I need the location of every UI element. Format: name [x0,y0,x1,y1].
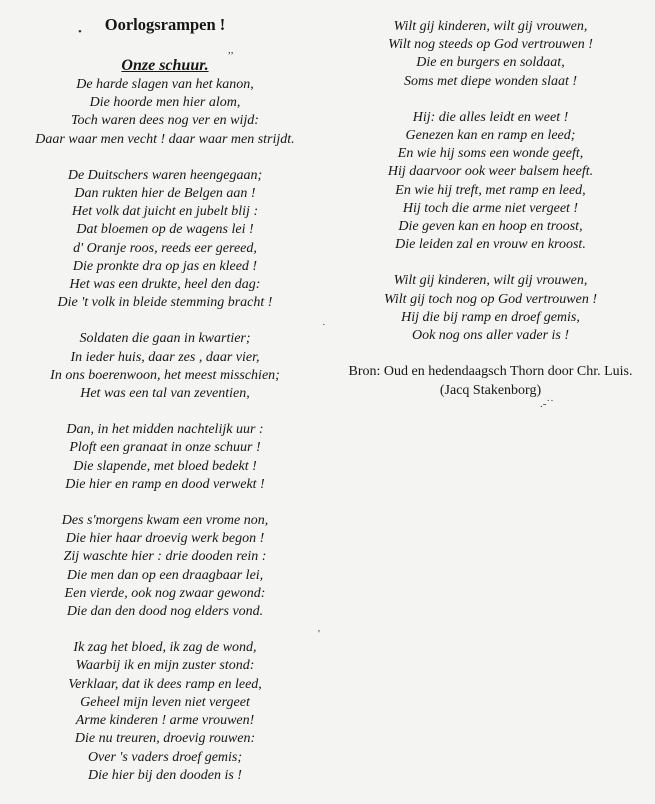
stanza [0,421,330,494]
poem-line: Soms met diepe wonden slaat ! [403,73,578,89]
poem-line: Dat bloemen op de wagens lei ! [76,222,254,238]
poem-line: Die en burgers en soldaat, [416,55,565,71]
poem-line: Die men dan op een draagbaar lei, [66,567,264,583]
poem-line: Ik zag het bloed, ik zag de wond, [73,640,257,656]
stanza [0,76,330,149]
poem-line: De Duitschers waren heengegaan; [67,167,263,183]
scan-speck: .-˙˙ [540,398,554,410]
poem-line: En wie hij soms een wonde geeft, [397,146,584,162]
right-stanzas [318,18,655,345]
left-column [0,14,330,785]
poem-line: Die hier haar droevig werk begon ! [65,531,265,547]
poem-line: De harde slagen van het kanon, [76,77,254,92]
poem-line: Die hier bij den dooden is ! [88,767,242,783]
stanza [0,167,330,313]
poem-line: Dan, in het midden nachtelijk uur : [66,422,264,438]
poem-line: Daar waar men vecht ! daar waar men strijdt. [35,131,295,147]
stanza [0,330,330,403]
poem-line: Wilt gij kinderen, wilt gij vrouwen, [393,19,588,34]
poem-line: Die dan den dood nog elders vond. [66,604,264,620]
poem-line: Wilt nog steeds op God vertrouwen ! [388,37,593,53]
poem-line: Dan rukten hier de Belgen aan ! [74,186,256,202]
poem-line: Verklaar, dat ik dees ramp en leed, [68,676,262,692]
poem-line: Hij daarvoor ook weer balsem heeft. [387,164,594,180]
poem-line: Die hoorde men hier alom, [89,95,241,111]
poem-line: Geheel mijn leven niet vergeet [80,694,250,710]
poem-line: Ook nog ons aller vader is ! [411,328,570,344]
stanza [318,109,655,255]
poem-line: Arme kinderen ! arme vrouwen! [75,713,255,729]
poem-line: Die hier en ramp en dood verwekt ! [65,476,265,492]
stanza [0,512,330,621]
poem-line: Die 't volk in bleide stemming bracht ! [57,295,273,311]
poem-line: Die nu treuren, droevig rouwen: [74,731,256,747]
poem-line: Wilt gij toch nog op God vertrouwen ! [384,291,597,307]
poem-line: Die geven kan en hoop en troost, [398,219,583,235]
poem-line: Over 's vaders droef gemis; [87,749,243,765]
poem-line: In ieder huis, daar zes , daar vier, [70,349,260,365]
poem-title: Oorlogsrampen ! [104,15,226,34]
poem-line: Hij die bij ramp en droef gemis, [401,309,580,325]
poem-line: Het volk dat juicht en jubelt blij : [71,204,259,220]
stanza [318,272,655,345]
poem-line: Die leiden zal en vrouw en kroost. [395,237,586,253]
poem-line: Die slapende, met bloed bedekt ! [73,458,257,474]
scan-speck: ,, [228,44,234,56]
poem-line: In ons boerenwoon, het meest misschien; [50,367,280,383]
scan-speck: ˙ [322,322,326,334]
scan-speck: • [78,26,82,38]
poem-line: Ploft een granaat in onze schuur ! [69,440,261,456]
poem-line: Soldaten die gaan in kwartier; [79,331,251,347]
right-column [318,18,655,400]
poem-line: Zij waschte hier : drie dooden rein : [63,549,267,565]
poem-line: Het was een drukte, heel den dag: [69,277,261,293]
poem-line: Een vierde, ook nog zwaar gewond: [64,585,266,601]
poem-line: d' Oranje roos, reeds eer gereed, [73,240,257,256]
poem-line: Waarbij ik en mijn zuster stond: [75,658,255,674]
poem-line: Toch waren dees nog ver en wijd: [71,113,259,129]
poem-line: Hij toch die arme niet vergeet ! [402,200,579,216]
stanza [318,18,655,91]
source-author: (Jacq Stakenborg) [439,382,542,398]
poem-line: Het was een tal van zeventien, [80,386,250,402]
source-citation: Bron: Oud en hedendaagsch Thorn door Chr. Luis. [348,364,633,380]
poem-line: Des s'morgens kwam een vrome non, [61,513,269,529]
left-stanzas [0,76,330,785]
poem-subtitle: Onze schuur. [121,57,209,74]
poem-line: Wilt gij kinderen, wilt gij vrouwen, [393,273,588,289]
stanza [0,639,330,785]
scan-speck: ' [318,628,320,640]
poem-line: Die pronkte dra op jas en kleed ! [72,258,258,274]
poem-line: Genezen kan en ramp en leed; [405,128,576,144]
poem-line: Hij: die alles leidt en weet ! [412,109,569,125]
poem-line: En wie hij treft, met ramp en leed, [395,182,586,198]
